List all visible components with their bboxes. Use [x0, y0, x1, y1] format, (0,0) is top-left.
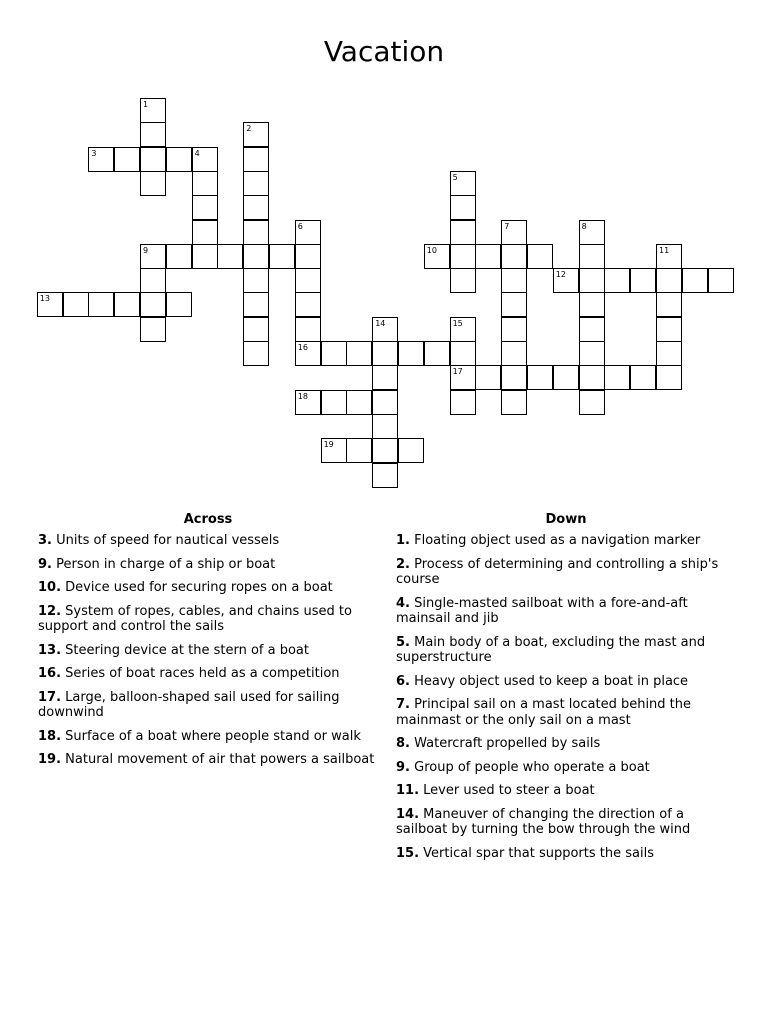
grid-cell-number: 9 [143, 245, 149, 255]
grid-cell[interactable] [553, 268, 579, 293]
clue-text: Single-masted sailboat with a fore-and-aft mainsail and jib [396, 595, 688, 626]
down-clue [396, 783, 736, 799]
grid-cell[interactable] [372, 463, 398, 488]
grid-cell[interactable] [450, 341, 476, 366]
clue-number: 16. [38, 666, 62, 681]
grid-cell[interactable] [579, 365, 605, 390]
grid-cell[interactable] [501, 244, 527, 269]
grid-cell[interactable] [630, 268, 656, 293]
across-clue [38, 604, 378, 635]
across-clue [38, 752, 378, 768]
grid-cell-number: 7 [504, 221, 510, 231]
grid-cell-number: 8 [581, 221, 587, 231]
across-clue [38, 580, 378, 596]
across-clue [38, 690, 378, 721]
clue-text: Watercraft propelled by sails [409, 736, 601, 751]
clue-text: Process of determining and controlling a ship's course [396, 556, 719, 587]
grid-cell-number: 19 [323, 440, 334, 450]
grid-cell[interactable] [656, 365, 682, 390]
grid-cell[interactable] [527, 244, 553, 269]
clue-text: Principal sail on a mast located behind the mainmast or the only sail on a mast [396, 697, 692, 728]
grid-cell-number: 12 [555, 270, 566, 280]
grid-cell[interactable] [475, 365, 501, 390]
clue-text: Lever used to steer a boat [419, 783, 595, 798]
grid-cell[interactable] [630, 365, 656, 390]
across-clue [38, 729, 378, 745]
clue-text: System of ropes, cables, and chains used to support and control the sails [38, 603, 352, 634]
grid-cell[interactable] [346, 390, 372, 415]
grid-cell[interactable] [579, 317, 605, 342]
down-clue [396, 635, 736, 666]
grid-cell-number: 6 [297, 221, 303, 231]
grid-cell[interactable] [295, 244, 321, 269]
grid-cell[interactable] [37, 292, 63, 317]
grid-cell[interactable] [708, 268, 734, 293]
grid-cell[interactable] [604, 268, 630, 293]
grid-cell-number: 2 [246, 124, 252, 134]
grid-cell[interactable] [346, 438, 372, 463]
grid-cell[interactable] [450, 390, 476, 415]
grid-cell-number: 18 [297, 391, 308, 401]
down-clues [396, 511, 736, 869]
page-title: Vacation [323, 35, 445, 68]
clue-text: Group of people who operate a boat [409, 759, 650, 775]
grid-cell-number: 11 [659, 245, 670, 255]
crossword-grid [0, 0, 768, 500]
grid-cell[interactable] [372, 317, 398, 342]
grid-cell[interactable] [450, 220, 476, 245]
clue-number: 17. [38, 689, 62, 705]
clue-text: Steering device at the stern of a boat [61, 642, 309, 658]
grid-cell[interactable] [398, 341, 424, 366]
grid-cell[interactable] [88, 147, 114, 172]
clue-number: 1. [396, 533, 410, 548]
across-clue [38, 666, 378, 682]
clue-text: Device used for securing ropes on a boat [61, 580, 333, 595]
clue-text: Natural movement of air that powers a sailboat [61, 752, 375, 767]
grid-cell[interactable] [656, 292, 682, 317]
grid-cell[interactable] [656, 317, 682, 342]
grid-cell[interactable] [579, 244, 605, 269]
grid-cell[interactable] [450, 171, 476, 196]
grid-cell[interactable] [501, 365, 527, 390]
grid-cell-number: 4 [194, 148, 200, 158]
across-heading: Across [183, 512, 233, 527]
grid-cell-number: 15 [452, 318, 463, 328]
grid-cell[interactable] [166, 244, 192, 269]
grid-cell[interactable] [604, 365, 630, 390]
across-clue-list [38, 533, 378, 768]
down-clue [396, 596, 736, 627]
grid-cell[interactable] [295, 390, 321, 415]
clue-number: 19. [38, 752, 62, 767]
grid-cell[interactable] [501, 390, 527, 415]
clue-text: Floating object used as a navigation marker [409, 533, 701, 548]
grid-cell[interactable] [501, 220, 527, 245]
grid-cell-number: 3 [91, 148, 97, 158]
across-clue [38, 557, 378, 573]
clue-number: 9. [396, 759, 410, 775]
grid-cell[interactable] [192, 244, 218, 269]
grid-cell[interactable] [579, 292, 605, 317]
clue-number: 15. [396, 845, 420, 861]
grid-cell[interactable] [114, 292, 140, 317]
grid-cell[interactable] [269, 244, 295, 269]
grid-cell[interactable] [346, 341, 372, 366]
clue-text: Heavy object used to keep a boat in place [409, 673, 689, 689]
grid-cell[interactable] [321, 341, 347, 366]
grid-cell[interactable] [243, 122, 269, 147]
grid-cell[interactable] [192, 171, 218, 196]
grid-cell[interactable] [501, 341, 527, 366]
down-heading: Down [545, 512, 587, 527]
clue-text: Main body of a boat, excluding the mast and superstructure [396, 634, 706, 665]
grid-cell[interactable] [140, 268, 166, 293]
grid-cell[interactable] [527, 365, 553, 390]
grid-cell[interactable] [140, 122, 166, 147]
grid-cell[interactable] [295, 220, 321, 245]
grid-cell[interactable] [88, 292, 114, 317]
grid-cell[interactable] [372, 390, 398, 415]
clue-number: 14. [396, 806, 420, 822]
grid-cell-number: 10 [426, 245, 437, 255]
grid-cell[interactable] [501, 317, 527, 342]
grid-cell[interactable] [243, 268, 269, 293]
grid-cell[interactable] [243, 171, 269, 196]
grid-cell[interactable] [243, 195, 269, 220]
grid-cell[interactable] [450, 244, 476, 269]
grid-cell[interactable] [450, 317, 476, 342]
clue-number: 3. [38, 533, 52, 548]
grid-cell[interactable] [243, 341, 269, 366]
down-clue [396, 846, 736, 862]
grid-cell[interactable] [501, 292, 527, 317]
clue-number: 11. [396, 783, 420, 798]
clue-number: 13. [38, 642, 62, 658]
clue-text: Vertical spar that supports the sails [419, 845, 654, 861]
grid-cell[interactable] [475, 244, 501, 269]
grid-cell[interactable] [295, 292, 321, 317]
clue-number: 6. [396, 673, 410, 689]
clue-text: Surface of a boat where people stand or walk [61, 728, 361, 744]
across-clue [38, 643, 378, 659]
down-clue [396, 736, 736, 752]
grid-cell[interactable] [450, 268, 476, 293]
down-clue [396, 674, 736, 690]
grid-cell-number: 17 [452, 367, 463, 377]
grid-cell[interactable] [424, 244, 450, 269]
down-clue [396, 557, 736, 588]
grid-cell[interactable] [579, 390, 605, 415]
grid-cell[interactable] [140, 98, 166, 123]
grid-cell[interactable] [140, 147, 166, 172]
grid-cell[interactable] [372, 438, 398, 463]
grid-cell[interactable] [217, 244, 243, 269]
clue-text: Series of boat races held as a competition [61, 666, 340, 681]
down-clue [396, 807, 736, 838]
grid-cell[interactable] [450, 365, 476, 390]
grid-cell-number: 13 [39, 294, 50, 304]
grid-cell-number: 1 [143, 100, 149, 109]
grid-cell[interactable] [424, 341, 450, 366]
grid-cell[interactable] [192, 220, 218, 245]
down-clue [396, 697, 736, 728]
grid-cell[interactable] [682, 268, 708, 293]
grid-cell[interactable] [63, 292, 89, 317]
grid-cell[interactable] [140, 317, 166, 342]
clue-number: 2. [396, 556, 410, 572]
grid-cell[interactable] [243, 292, 269, 317]
clue-number: 5. [396, 634, 410, 650]
grid-cell[interactable] [553, 365, 579, 390]
grid-cell[interactable] [321, 390, 347, 415]
grid-cell[interactable] [166, 292, 192, 317]
clue-number: 8. [396, 736, 410, 751]
grid-cell[interactable] [372, 341, 398, 366]
grid-cell[interactable] [656, 268, 682, 293]
grid-cell[interactable] [579, 341, 605, 366]
clue-number: 18. [38, 728, 62, 744]
grid-cell[interactable] [450, 195, 476, 220]
across-clues [38, 511, 378, 776]
grid-cell[interactable] [140, 292, 166, 317]
grid-cell[interactable] [166, 147, 192, 172]
across-clue [38, 533, 378, 549]
clue-number: 10. [38, 580, 62, 595]
clue-text: Units of speed for nautical vessels [51, 533, 280, 548]
grid-cell[interactable] [140, 244, 166, 269]
grid-cell[interactable] [295, 268, 321, 293]
grid-cell[interactable] [656, 341, 682, 366]
grid-cell[interactable] [140, 171, 166, 196]
grid-cell[interactable] [321, 438, 347, 463]
grid-cell[interactable] [501, 268, 527, 293]
grid-cell-number: 5 [452, 172, 458, 182]
clue-number: 9. [38, 556, 52, 572]
grid-cell[interactable] [295, 341, 321, 366]
grid-cell[interactable] [243, 317, 269, 342]
clue-text: Person in charge of a ship or boat [51, 556, 276, 572]
down-clue [396, 760, 736, 776]
grid-cell[interactable] [372, 414, 398, 439]
clue-text: Maneuver of changing the direction of a sailboat by turning the bow through the wind [396, 806, 691, 837]
grid-cell[interactable] [372, 365, 398, 390]
clue-number: 7. [396, 697, 410, 712]
down-clue [396, 533, 736, 549]
down-clue-list [396, 533, 736, 861]
grid-cell[interactable] [579, 268, 605, 293]
grid-cell[interactable] [579, 220, 605, 245]
grid-cell[interactable] [243, 147, 269, 172]
grid-cell[interactable] [114, 147, 140, 172]
grid-cell[interactable] [192, 147, 218, 172]
clue-number: 4. [396, 595, 410, 611]
grid-cell[interactable] [656, 244, 682, 269]
clue-number: 12. [38, 603, 62, 619]
grid-cell[interactable] [398, 438, 424, 463]
grid-cell[interactable] [243, 220, 269, 245]
grid-cell[interactable] [295, 317, 321, 342]
grid-cell-number: 16 [297, 343, 308, 352]
clue-text: Large, balloon-shaped sail used for sailing downwind [38, 689, 340, 720]
grid-cell-number: 14 [375, 318, 386, 328]
grid-cell[interactable] [243, 244, 269, 269]
grid-cell[interactable] [192, 195, 218, 220]
